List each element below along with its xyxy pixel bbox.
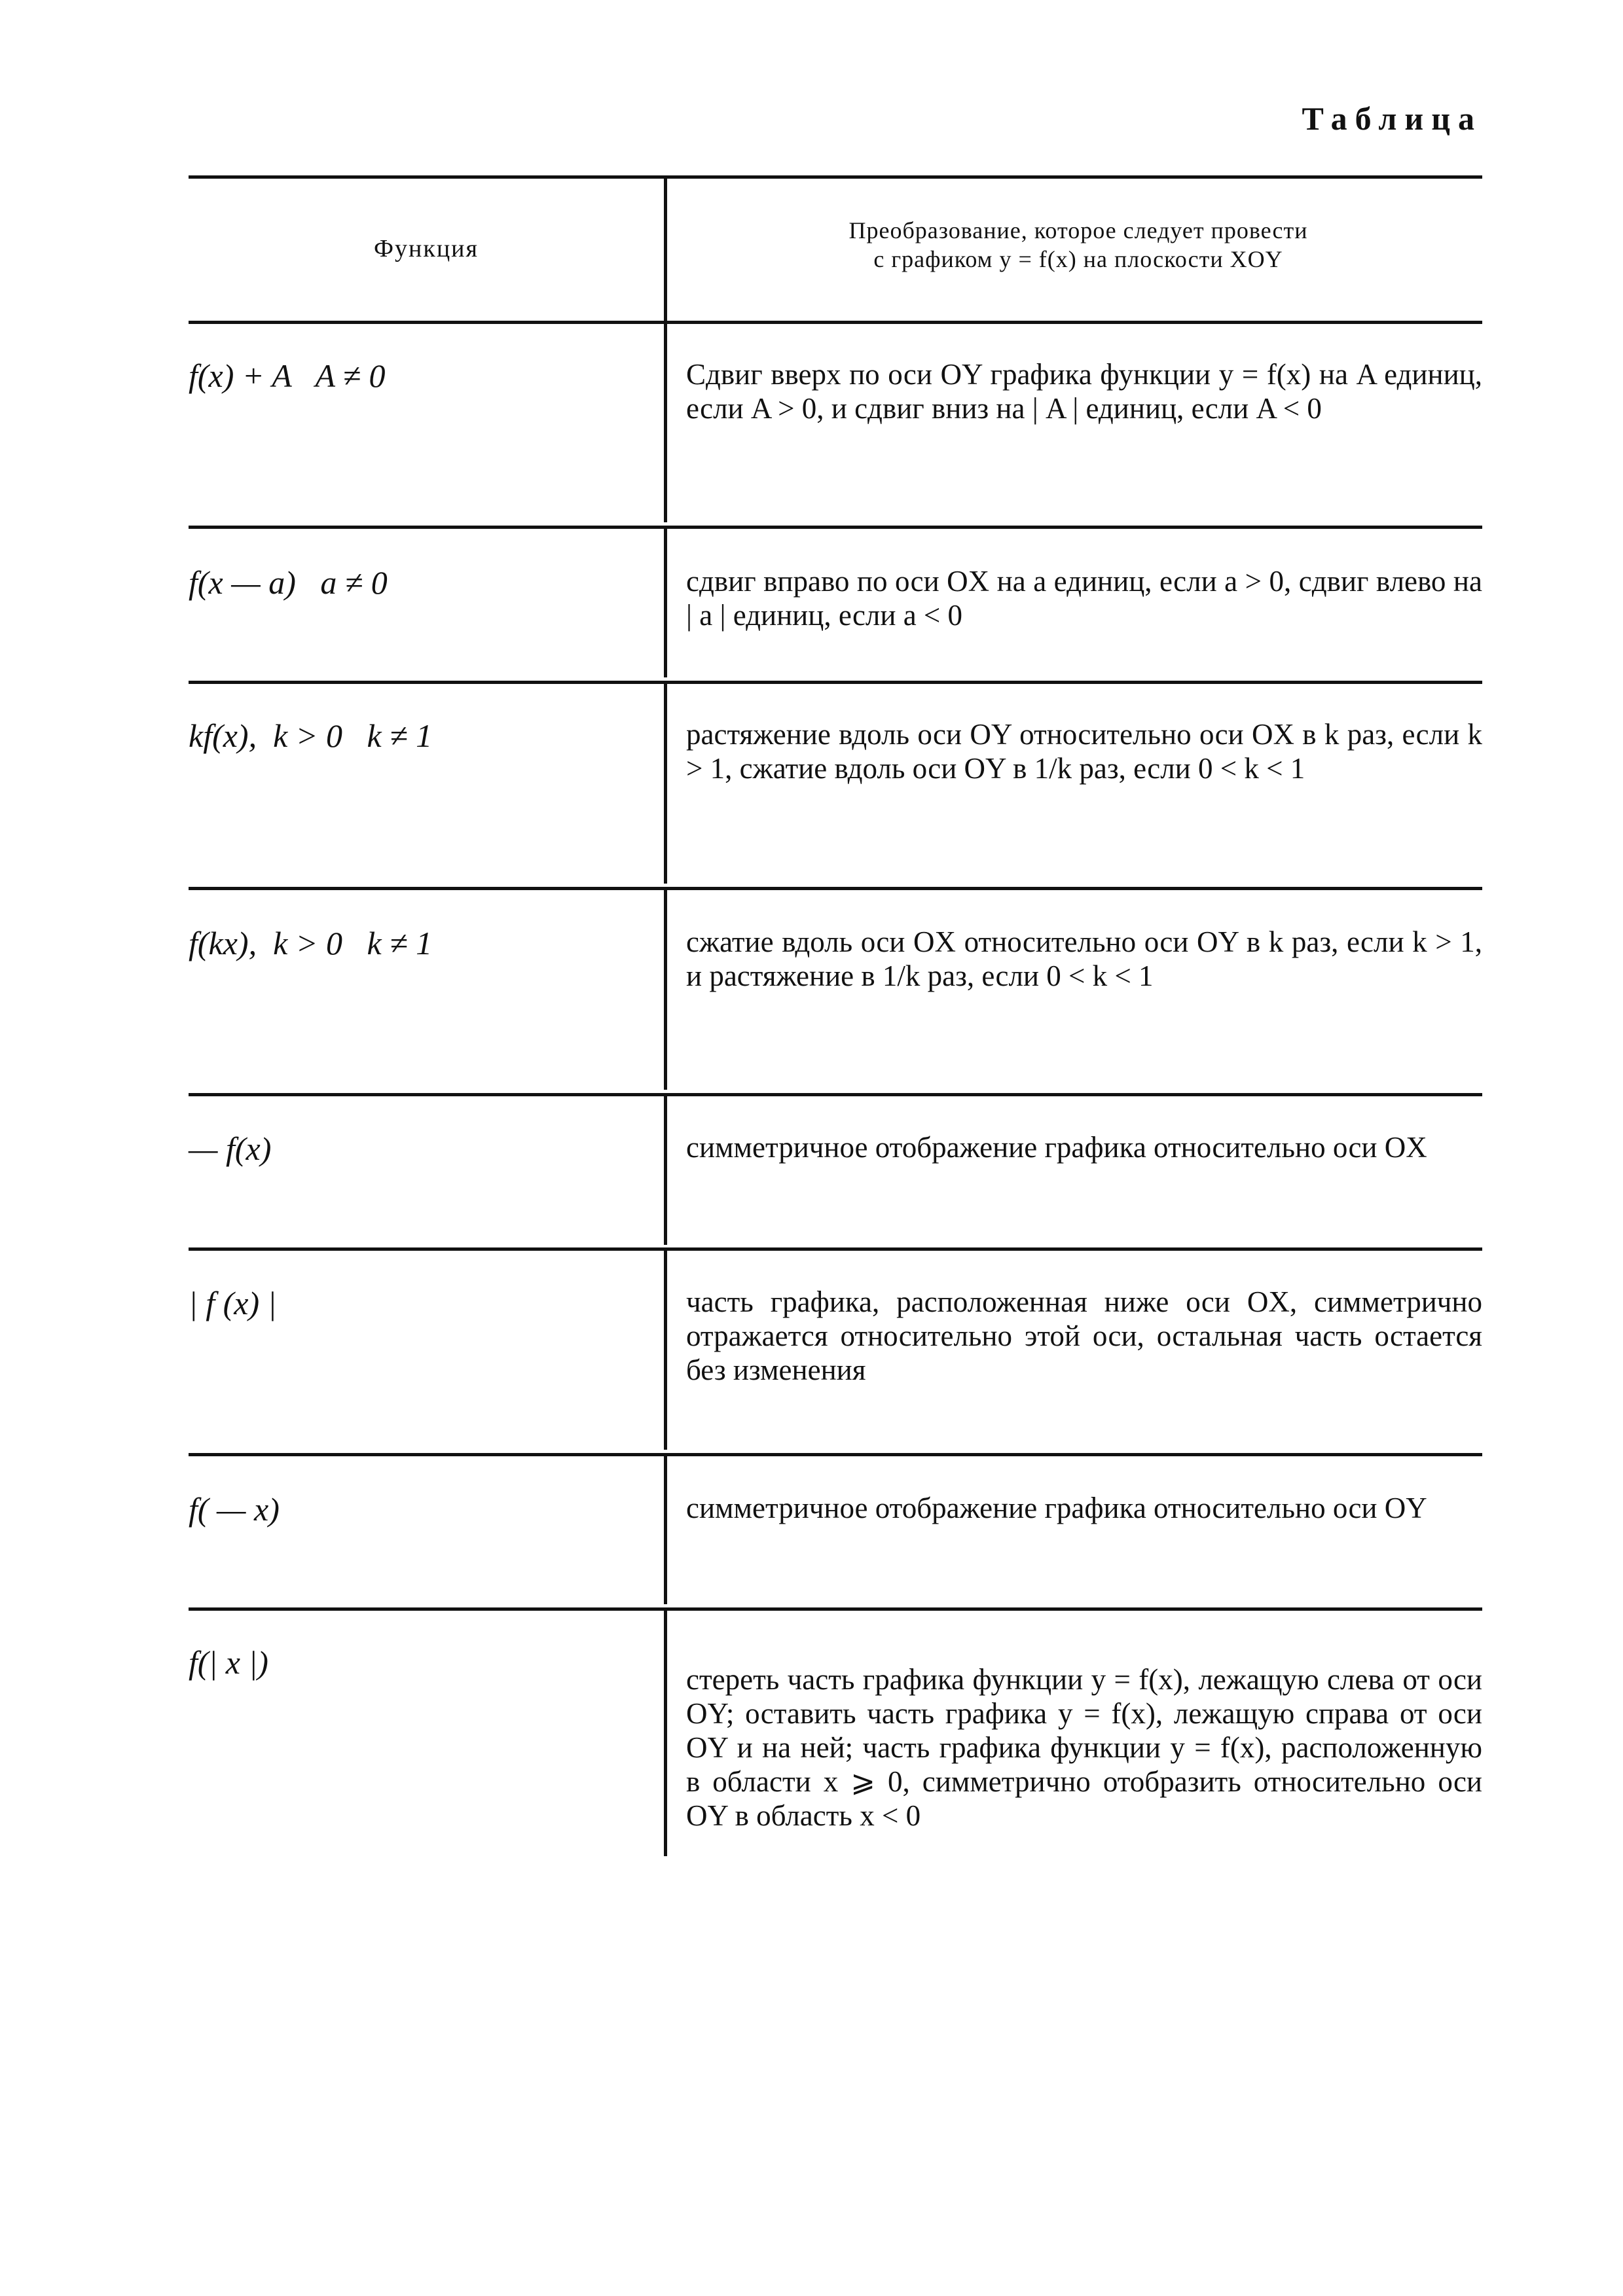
- row-divider: [189, 1607, 1482, 1611]
- header-transformation-line2: с графиком y = f(x) на плоскости XOY: [873, 246, 1283, 272]
- row-divider: [189, 1453, 1482, 1456]
- column-separator: [664, 1610, 667, 1856]
- row-description: сдвиг вправо по оси OX на a единиц, если a > 0, сдвиг влево на | a | единиц, если a < 0: [686, 565, 1482, 632]
- row-function: kf(x), k > 0 k ≠ 1: [189, 717, 433, 754]
- row-divider: [189, 1093, 1482, 1096]
- row-function: f( — x): [189, 1491, 280, 1528]
- table-top-rule: [189, 175, 1482, 179]
- row-description: часть графика, расположенная ниже оси OX, симметрично отражается относительно этой оси, остальная часть остается без изменения: [686, 1285, 1482, 1386]
- row-divider: [189, 1247, 1482, 1251]
- row-description: стереть часть графика функции y = f(x), лежащую слева от оси OY; оставить часть графика y = f(x), лежащую справа от оси OY и на ней; часть графика функции y = f(x), расположенную в области x ⩾ 0, симметрично отобразить относительно оси OY в область x < 0: [686, 1663, 1482, 1832]
- row-function: — f(x): [189, 1130, 272, 1167]
- row-description: симметричное отображение графика относительно оси OY: [686, 1492, 1427, 1524]
- row-divider: [189, 887, 1482, 890]
- row-function: f(kx), k > 0 k ≠ 1: [189, 925, 433, 961]
- row-function: f(x — a) a ≠ 0: [189, 564, 388, 601]
- row-divider: [189, 681, 1482, 684]
- table-caption: Таблица: [1302, 100, 1482, 137]
- column-separator: [664, 178, 667, 321]
- header-transformation: [674, 216, 1482, 274]
- row-description: растяжение вдоль оси OY относительно оси OX в k раз, если k > 1, сжатие вдоль оси OY в 1/k раз, если 0 < k < 1: [686, 718, 1482, 785]
- row-function: f(| x |): [189, 1644, 268, 1681]
- row-function: f(x) + A A ≠ 0: [189, 357, 386, 394]
- column-separator: [664, 1456, 667, 1604]
- column-separator: [664, 323, 667, 522]
- column-separator: [664, 1096, 667, 1245]
- column-separator: [664, 1250, 667, 1450]
- header-bottom-rule: [189, 321, 1482, 324]
- row-description: Сдвиг вверх по оси OY графика функции y = f(x) на A единиц, если A > 0, и сдвиг вниз на | A | единиц, если A < 0: [686, 358, 1482, 425]
- header-transformation-line1: Преобразование, которое следует провести: [848, 217, 1308, 243]
- column-separator: [664, 683, 667, 884]
- row-divider: [189, 526, 1482, 529]
- row-description: симметричное отображение графика относительно оси OX: [686, 1131, 1427, 1164]
- column-separator: [664, 528, 667, 677]
- row-description: сжатие вдоль оси OX относительно оси OY в k раз, если k > 1, и растяжение в 1/k раз, если 0 < k < 1: [686, 925, 1482, 992]
- row-function: | f (x) |: [189, 1285, 277, 1321]
- header-function: Функция: [374, 235, 479, 262]
- column-separator: [664, 889, 667, 1090]
